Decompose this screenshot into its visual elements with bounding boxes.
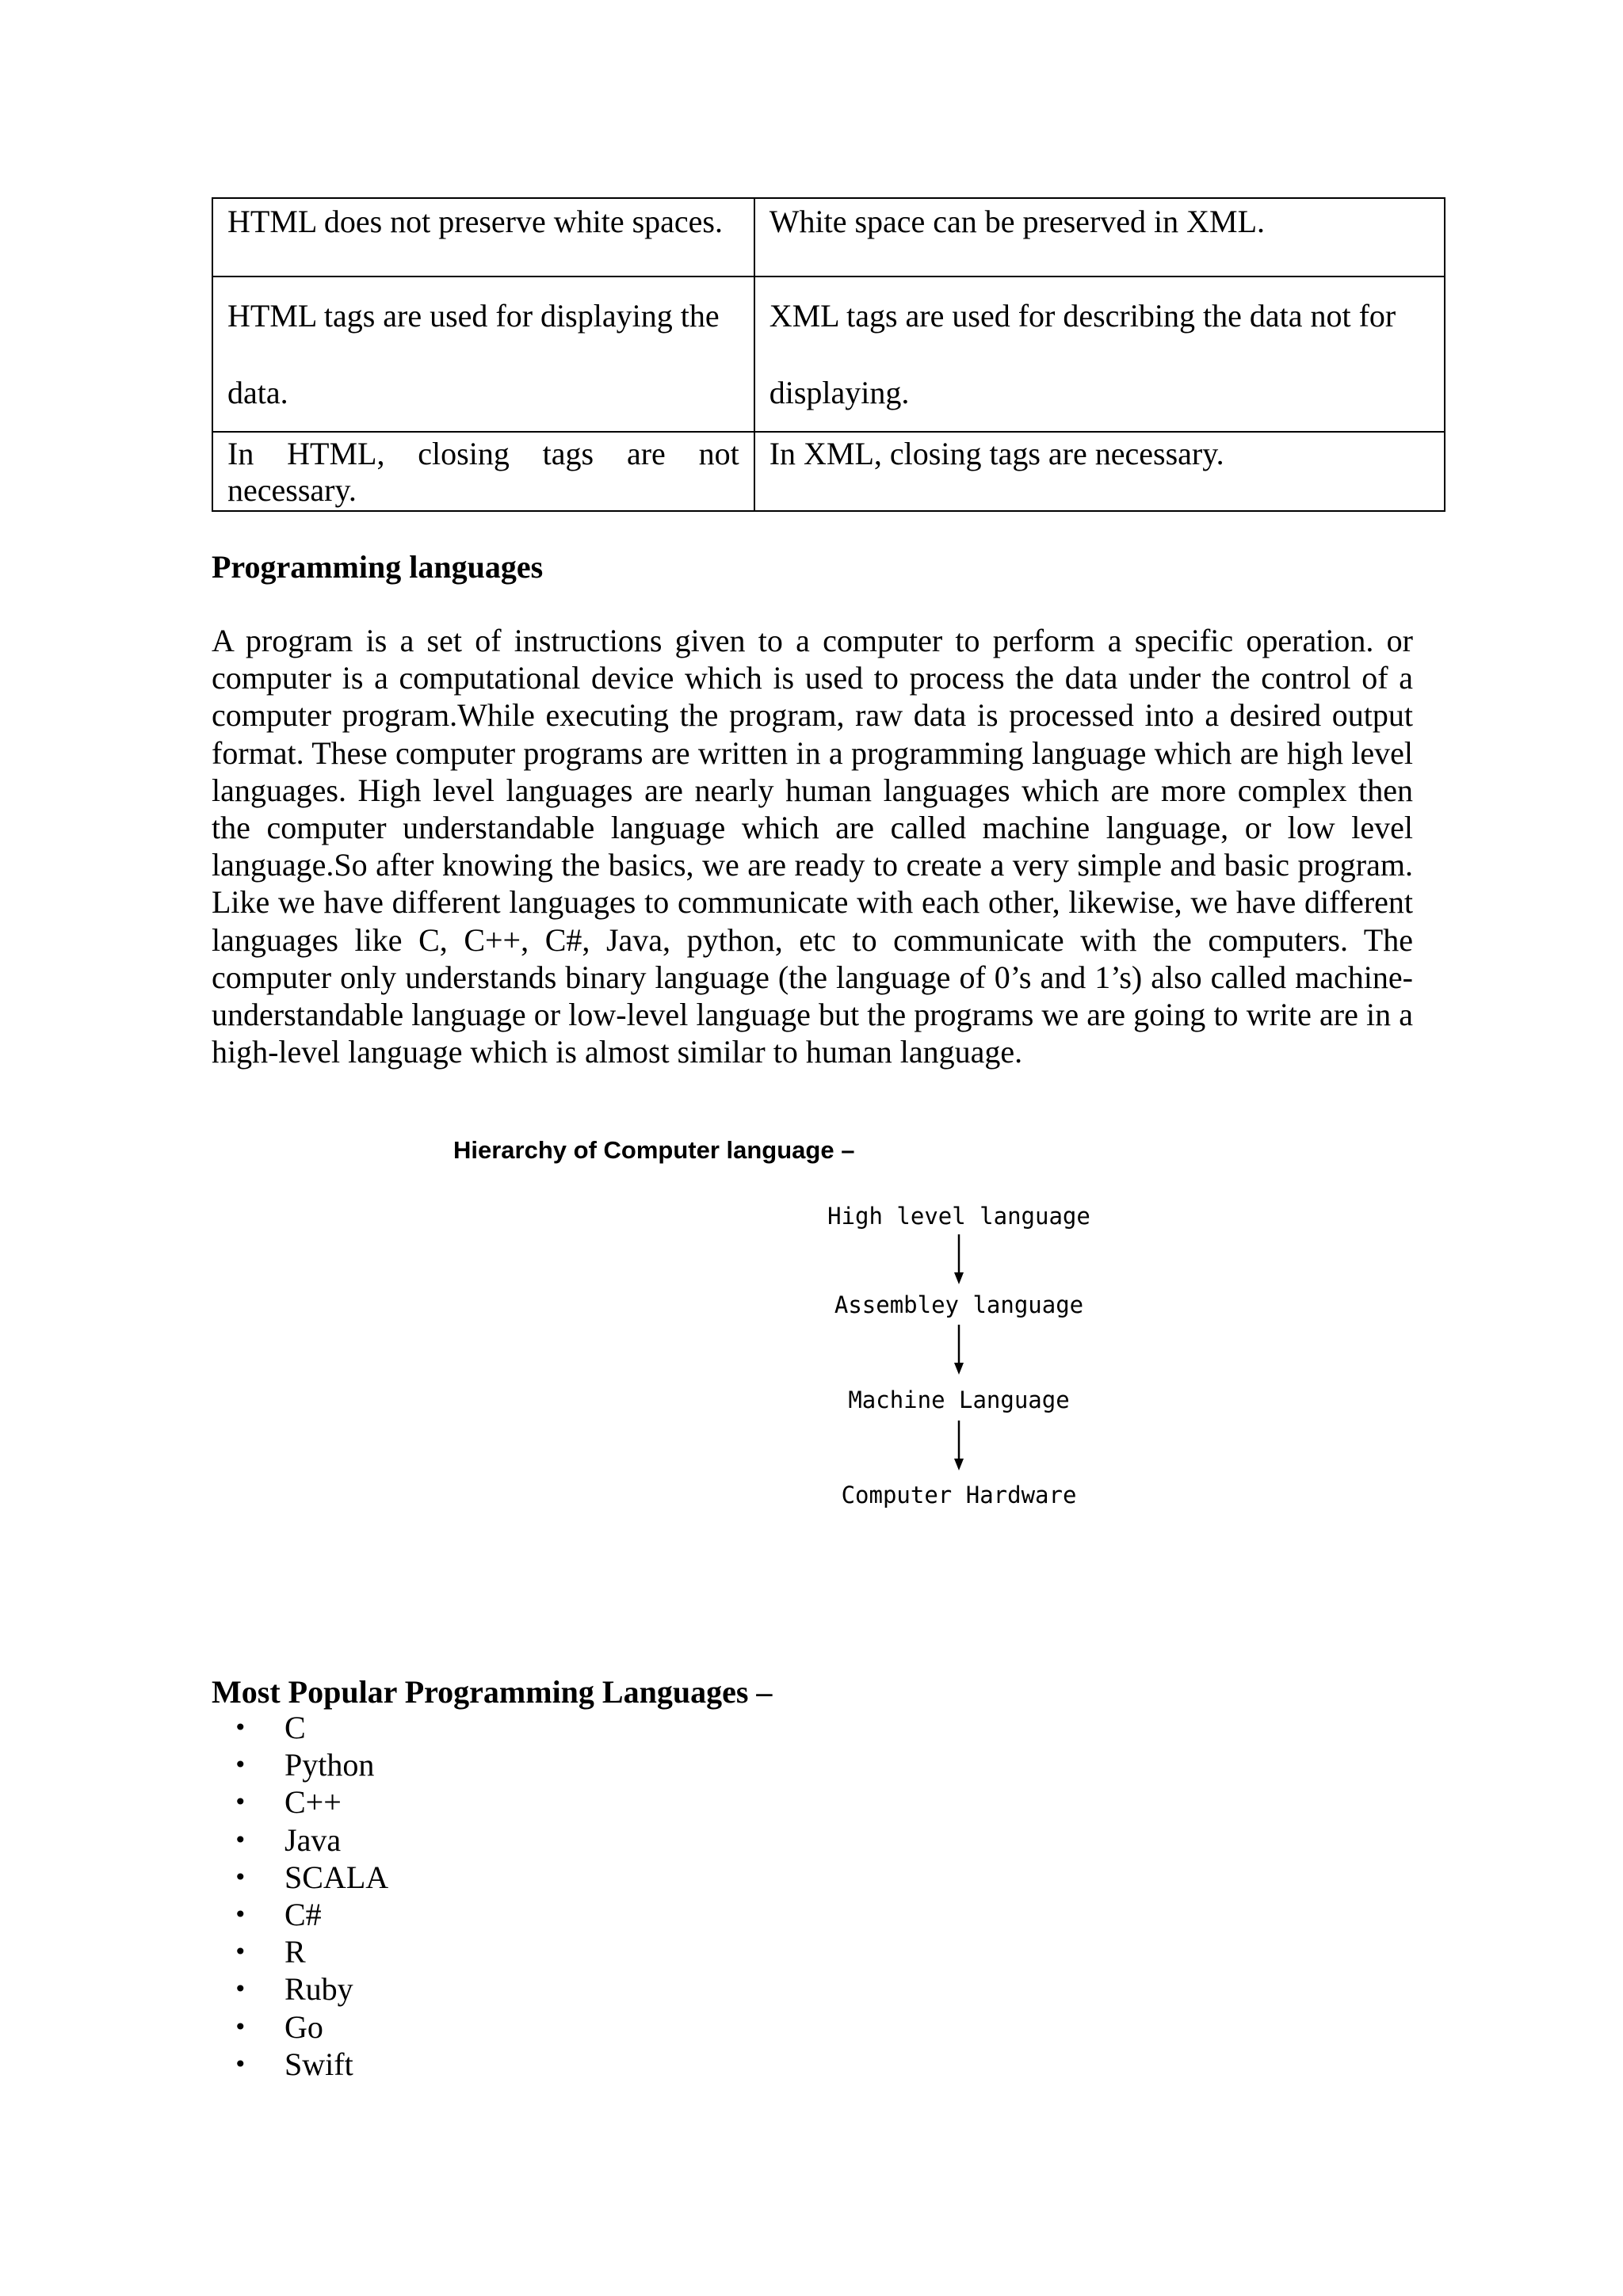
bullet-icon: • [234,1789,247,1816]
down-arrow-icon [951,1234,967,1285]
list-item [212,2046,388,2083]
list-item [212,1821,388,1859]
hierarchy-diagram [792,1200,1125,1533]
list-item [212,1933,388,1970]
cell-text-line: necessary. [227,472,357,508]
list-item-label: C++ [285,1784,342,1821]
list-item-label: Python [285,1747,375,1783]
cell-text: In XML, closing tags are necessary. [769,436,1224,471]
list-item [212,1783,388,1821]
bullet-icon: • [234,1863,247,1890]
cell-text: White space can be preserved in XML. [769,204,1266,239]
bullet-icon: • [234,1939,247,1966]
cell-text-line: data. [227,375,288,410]
diagram-node-assembly: Assembley language [834,1291,1084,1318]
list-item [212,1709,388,1746]
list-item-label: Go [285,2008,323,2045]
bullet-icon: • [234,1752,247,1779]
table-cell-xml [754,198,1445,277]
list-item [212,1859,388,1896]
list-item-label: Swift [285,2046,353,2082]
diagram-node-hardware: Computer Hardware [841,1482,1077,1508]
cell-text: HTML does not preserve white spaces. [227,204,723,239]
list-item-label: C [285,1710,306,1745]
list-item-label: Ruby [285,1971,353,2008]
list-item [212,1746,388,1783]
list-item-label: C# [285,1896,322,1932]
diagram-node-high-level: High level language [827,1203,1090,1230]
list-item-label: Java [285,1821,342,1858]
table-cell-html [212,432,754,511]
cell-text-line: HTML tags are used for displaying the [227,298,720,334]
programming-paragraph: A program is a set of instructions given to a computer to perform a specific operation. or computer is a computational device which is used to process the data under the control of a computer program.While executing the program, raw data is processed into a desired output format. These computer programs are written in a programming language which are high level languages. High level languages are nearly human languages which are more complex then the computer understandable language which are called machine language, or low level language.So after knowing the basics, we are ready to create a very simple and basic program. Like we have different languages to communicate with each other, likewise, we have different languages like C, C++, C#, Java, python, etc to communicate with the computers. The computer only understands binary language (the language of 0’s and 1’s) also called machine-understandable language or low-level language but the programs we are going to write are in a high-level language which is almost similar to human language. [212,623,1413,1070]
cell-text-line: In HTML, closing tags are not [227,436,739,471]
bullet-icon: • [234,1901,247,1928]
section-heading-programming-languages: Programming languages [212,549,544,585]
table-cell-html [212,277,754,432]
list-item-label: SCALA [285,1859,389,1895]
down-arrow-icon [951,1325,967,1375]
table-cell-xml [754,277,1445,432]
list-item [212,2008,388,2046]
section-heading-popular-languages: Most Popular Programming Languages – [212,1674,773,1710]
bullet-icon: • [234,2050,247,2077]
table-cell-xml [754,432,1445,511]
table-cell-html [212,198,754,277]
list-item-label: R [285,1934,306,1970]
list-item [212,1896,388,1933]
bullet-icon: • [234,1976,247,2003]
diagram-title: Hierarchy of Computer language – [453,1136,855,1164]
bullet-icon: • [234,1714,247,1741]
table-row [212,198,1445,277]
list-item [212,1970,388,2008]
html-vs-xml-table [212,197,1445,512]
table-row [212,432,1445,511]
cell-text-line: displaying. [769,375,910,410]
popular-languages-list [212,1709,388,2083]
diagram-node-machine: Machine Language [848,1386,1070,1413]
bullet-icon: • [234,2013,247,2040]
cell-text-line: XML tags are used for describing the data not for [769,298,1396,334]
table-row [212,277,1445,432]
bullet-icon: • [234,1826,247,1853]
down-arrow-icon [951,1421,967,1471]
